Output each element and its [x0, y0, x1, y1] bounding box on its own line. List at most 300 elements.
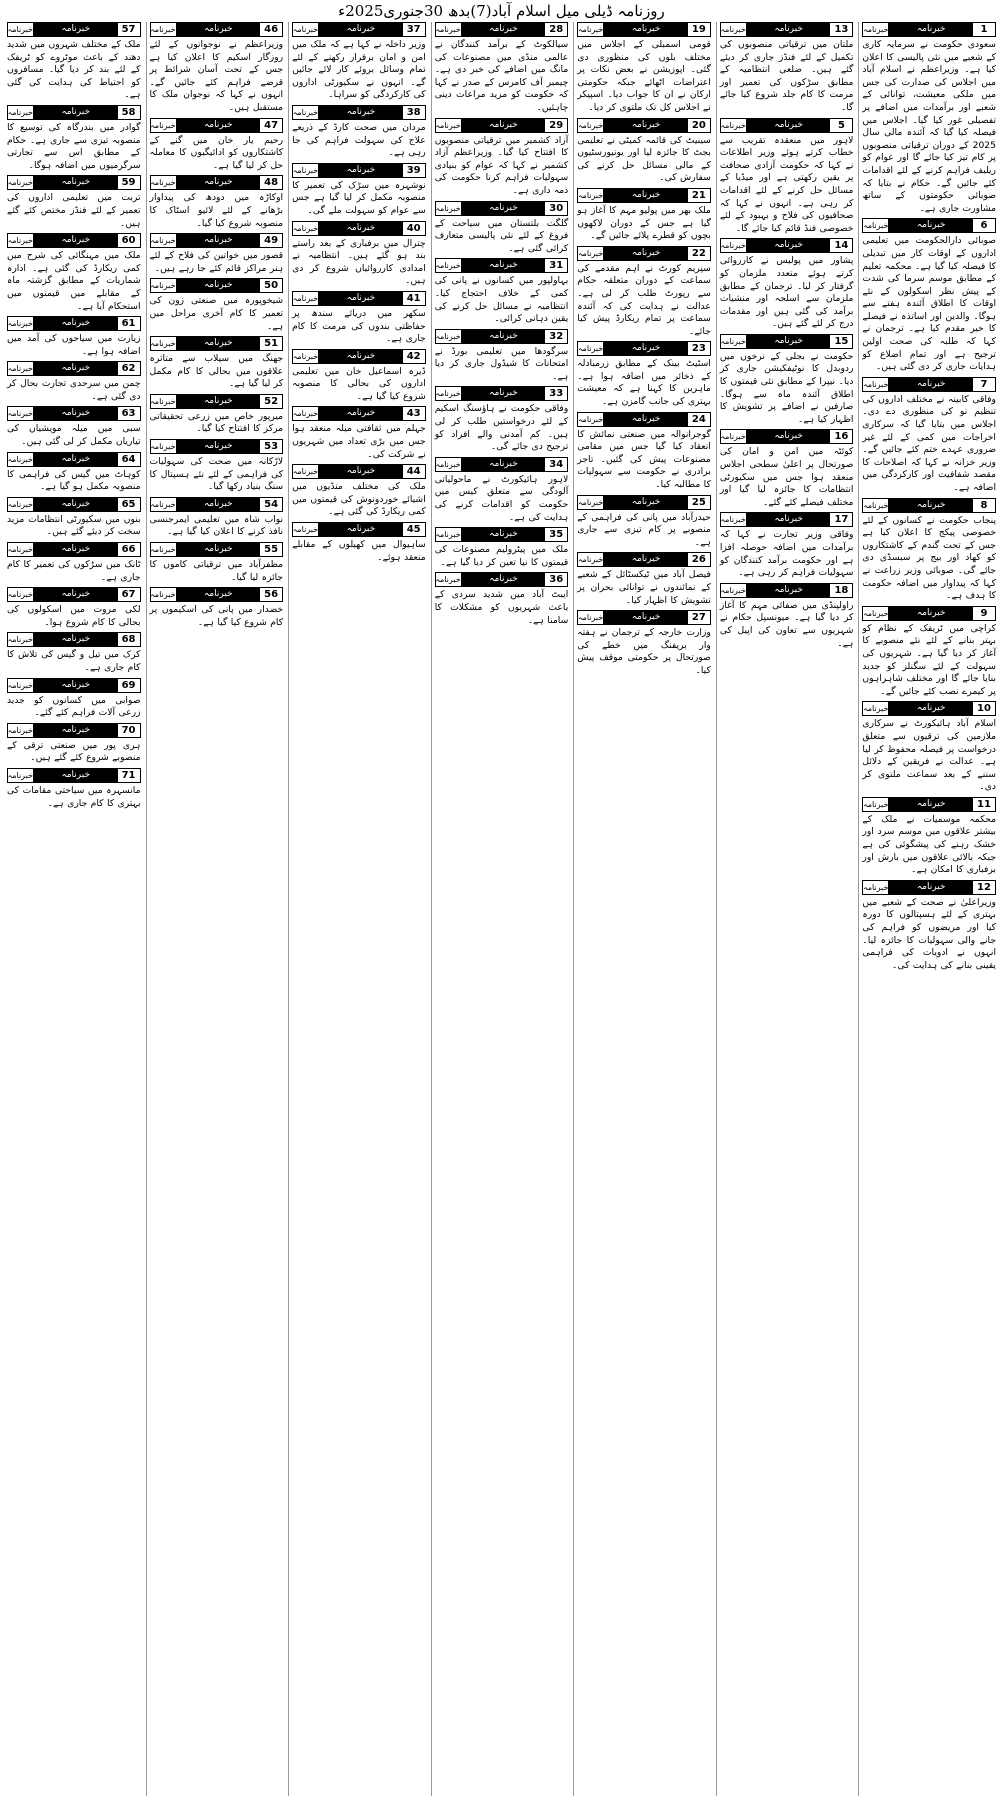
- news-item: [150, 118, 284, 173]
- news-item-header: [720, 512, 854, 527]
- news-item-number: 6: [973, 219, 995, 232]
- news-item-tag: خبرنامہ: [720, 25, 746, 34]
- news-item-tag: خبرنامہ: [720, 120, 746, 130]
- news-item: [7, 452, 141, 494]
- news-item-header: [7, 768, 141, 783]
- news-item-tag: خبرنامہ: [720, 515, 746, 525]
- news-item: [150, 22, 284, 115]
- news-column: [431, 22, 572, 1796]
- news-item-number: 42: [403, 350, 425, 363]
- news-item-label: خبرنامہ: [177, 119, 261, 132]
- news-item-body: چترال میں برفباری کے بعد راستے بند ہو گئے ہیں۔ انتظامیہ نے امدادی کارروائیاں شروع کر دی ہیں۔: [292, 237, 426, 287]
- news-item-body: ہری پور میں صنعتی ترقی کے منصوبے شروع کئے گئے ہیں۔: [6, 739, 141, 764]
- news-item-header: [292, 406, 426, 421]
- news-item-header: [435, 201, 569, 216]
- news-item-body: مظفرآباد میں ترقیاتی کاموں کا جائزہ لیا گیا۔: [149, 559, 284, 583]
- news-item-label: خبرنامہ: [604, 413, 688, 426]
- news-item-body: ملک کے مختلف شہروں میں شدید دھند کے باعث موٹروے کو ٹریفک کے لئے بند کر دیا گیا۔ مسافروں کو احتیاط کی ہدایت کی گئی ہے۔: [6, 39, 141, 101]
- news-item-header: [720, 583, 854, 598]
- news-item-label: خبرنامہ: [319, 106, 403, 119]
- news-item-label: خبرنامہ: [177, 498, 261, 511]
- news-item-header: [7, 452, 141, 467]
- news-item-body: جہلم میں ثقافتی میلہ منعقد ہوا جس میں بڑی تعداد میں شہریوں نے شرکت کی۔: [292, 423, 426, 460]
- news-item-number: 64: [118, 453, 140, 466]
- news-item-body: لاہور میں منعقدہ تقریب سے خطاب کرتے ہوئے وزیر اطلاعات نے کہا کہ حکومت آزادی صحافت پر یقین رکھتی ہے اور میڈیا کے مسائل حل کرنے کے لئے اقدامات کر رہی ہے۔ انہوں نے کہا کہ صحافیوں کی فلاح و بہبود کے لئے خصوصی فنڈ قائم کیا جائے گا۔: [719, 134, 854, 234]
- news-item-body: کراچی میں ٹریفک کے نظام کو بہتر بنانے کے لئے نئے منصوبے کا آغاز کر دیا گیا ہے۔ شہریوں کی سہولت کے لئے سگنلز کو جدید بنایا جائے گا اور مختلف شاہراہوں پر کیمرے نصب کئے جائیں گے۔: [862, 622, 996, 697]
- news-item-body: چمن میں سرحدی تجارت بحال کر دی گئی ہے۔: [6, 378, 141, 402]
- news-item-header: [7, 233, 141, 248]
- news-item-label: خبرنامہ: [34, 362, 118, 375]
- news-item: [720, 334, 854, 427]
- news-item-header: [577, 610, 711, 625]
- news-item: [435, 329, 569, 384]
- news-item-number: 39: [403, 164, 425, 177]
- news-item-number: 57: [118, 23, 140, 36]
- masthead: روزنامہ ڈیلی میل اسلام آباد(7)بدھ 30جنوری2025ء: [338, 2, 665, 20]
- news-item-header: [435, 386, 569, 401]
- news-item-body: سعودی حکومت نے سرمایہ کاری کے شعبے میں نئی پالیسی کا اعلان کیا ہے۔ وزیراعظم نے اسلام آباد میں اجلاس کی صدارت کی جس میں ملکی معیشت، توانائی کے شعبے اور برآمدات میں اضافے پر تفصیلی غور کیا گیا۔ اجلاس میں فیصلہ کیا گیا کہ آئندہ مالی سال 2025 کے دوران ترقیاتی منصوبوں پر کام تیز کیا جائے گا اور عوام کو ریلیف فراہم کرنے کے لئے اقدامات کئے جائیں گے۔ حکام نے بتایا کہ صوبائی حکومتوں کے ساتھ مشاورت جاری ہے۔: [862, 39, 996, 214]
- news-item: [7, 175, 141, 230]
- news-item: [720, 118, 854, 236]
- news-item: [292, 163, 426, 218]
- news-item-tag: خبرنامہ: [577, 344, 604, 354]
- news-item-label: خبرنامہ: [462, 573, 546, 586]
- news-item-label: خبرنامہ: [604, 496, 688, 509]
- news-item-header: [862, 498, 996, 513]
- news-item-header: [7, 723, 141, 738]
- news-item-body: ملک میں مہنگائی کی شرح میں کمی ریکارڈ کی گئی ہے۔ ادارہ شماریات کے مطابق گزشتہ ماہ کے مقابلے میں قیمتوں میں استحکام آیا ہے۔: [6, 250, 141, 312]
- news-item-body: سینیٹ کی قائمہ کمیٹی نے تعلیمی بجٹ کا جائزہ لیا اور یونیورسٹیوں کے مالی مسائل حل کرنے کی سفارش کی۔: [577, 134, 711, 184]
- news-item-tag: خبرنامہ: [863, 379, 889, 389]
- news-item-number: 12: [973, 881, 995, 894]
- news-item-label: خبرنامہ: [604, 342, 688, 355]
- news-item-number: 37: [403, 23, 425, 36]
- news-item-tag: خبرنامہ: [292, 467, 319, 477]
- news-item: [862, 880, 996, 973]
- news-column: [573, 22, 714, 1796]
- news-item-label: خبرنامہ: [889, 702, 973, 715]
- news-item-tag: خبرنامہ: [577, 555, 604, 565]
- news-item-body: قصور میں خواتین کی فلاح کے لئے ہنر مراکز قائم کئے جا رہے ہیں۔: [149, 250, 284, 274]
- news-item-number: 24: [688, 413, 710, 426]
- news-item-body: ساہیوال میں کھیلوں کے مقابلے منعقد ہوئے۔: [292, 539, 426, 563]
- news-item-number: 19: [688, 23, 710, 36]
- news-item-header: [862, 701, 996, 716]
- news-item-header: [150, 22, 284, 37]
- news-item: [292, 105, 426, 160]
- news-item-label: خبرنامہ: [462, 330, 546, 343]
- news-item: [292, 464, 426, 519]
- news-item-body: ملک میں پیٹرولیم مصنوعات کی قیمتوں کا نیا تعین کر دیا گیا ہے۔: [434, 544, 569, 568]
- news-item-label: خبرنامہ: [604, 23, 688, 36]
- news-item-header: [150, 497, 284, 512]
- news-item-header: [150, 118, 284, 133]
- news-item-label: خبرنامہ: [34, 724, 118, 737]
- news-item-number: 71: [118, 769, 140, 782]
- news-item-label: خبرنامہ: [319, 292, 403, 305]
- news-item-number: 28: [545, 23, 567, 36]
- news-item-number: 69: [118, 679, 140, 692]
- news-item-label: خبرنامہ: [177, 337, 261, 350]
- news-item-body: راولپنڈی میں صفائی مہم کا آغاز کر دیا گیا ہے۔ میونسپل حکام نے شہریوں سے تعاون کی اپیل کی ہے۔: [719, 599, 854, 649]
- news-item-header: [150, 394, 284, 409]
- news-item-label: خبرنامہ: [747, 23, 831, 36]
- news-item-header: [7, 22, 141, 37]
- news-item: [292, 406, 426, 461]
- news-item: [577, 188, 711, 243]
- news-item-number: 62: [118, 362, 140, 375]
- news-item-body: وزیراعلیٰ نے صحت کے شعبے میں بہتری کے لئے ہسپتالوں کا دورہ کیا اور مریضوں کو فراہم کی جانے والی سہولیات کا جائزہ لیا۔ انہوں نے ادویات کی فراہمی یقینی بنانے کی ہدایت کی۔: [862, 896, 996, 971]
- news-item-tag: خبرنامہ: [577, 190, 604, 200]
- news-item-number: 27: [688, 611, 710, 624]
- news-item-tag: خبرنامہ: [7, 590, 33, 600]
- news-item-header: [7, 678, 141, 693]
- news-item-header: [150, 439, 284, 454]
- news-item: [7, 632, 141, 674]
- news-item-tag: خبرنامہ: [863, 221, 889, 231]
- news-item-body: کوئٹہ میں امن و امان کی صورتحال پر اعلیٰ سطحی اجلاس منعقد ہوا جس میں سکیورٹی انتظامات کا جائزہ لیا گیا اور مختلف فیصلے کئے گئے۔: [719, 446, 854, 508]
- news-item-header: [577, 495, 711, 510]
- news-item-number: 50: [260, 279, 282, 292]
- news-item-label: خبرنامہ: [34, 234, 118, 247]
- news-column: [4, 22, 144, 1796]
- news-item-number: 38: [403, 106, 425, 119]
- news-item-header: [292, 464, 426, 479]
- news-item-number: 47: [260, 119, 282, 132]
- news-item-label: خبرنامہ: [177, 234, 261, 247]
- news-item-body: سرگودھا میں تعلیمی بورڈ نے امتحانات کا شیڈول جاری کر دیا ہے۔: [434, 345, 569, 382]
- news-item-body: فیصل آباد میں ٹیکسٹائل کے شعبے کے نمائندوں نے توانائی بحران پر تشویش کا اظہار کیا۔: [577, 569, 711, 606]
- news-item-tag: خبرنامہ: [7, 635, 33, 645]
- news-item-body: رحیم یار خان میں گنے کے کاشتکاروں کو ادائیگیوں کا معاملہ حل کر لیا گیا ہے۔: [149, 134, 284, 171]
- news-item: [720, 583, 854, 650]
- news-item-header: [150, 587, 284, 602]
- news-item-label: خبرنامہ: [319, 222, 403, 235]
- news-item: [292, 291, 426, 346]
- news-item-header: [577, 188, 711, 203]
- news-item-label: خبرنامہ: [177, 176, 261, 189]
- news-item-label: خبرنامہ: [462, 202, 546, 215]
- news-item-body: سکھر میں دریائے سندھ پر حفاظتی بندوں کی مرمت کا کام جاری ہے۔: [292, 307, 426, 345]
- news-item-tag: خبرنامہ: [7, 545, 33, 555]
- news-item: [577, 22, 711, 115]
- news-column: [146, 22, 287, 1796]
- news-item-number: 61: [118, 317, 140, 330]
- news-item: [150, 336, 284, 391]
- news-item: [150, 233, 284, 275]
- news-item-tag: خبرنامہ: [435, 331, 461, 341]
- news-item-tag: خبرنامہ: [150, 281, 176, 291]
- news-item-header: [435, 527, 569, 542]
- news-item-body: وزیراعظم نے نوجوانوں کے لئے روزگار اسکیم کا اعلان کیا ہے جس کے تحت آسان شرائط پر قرضے فراہم کئے جائیں گے۔ انہوں نے کہا کہ نوجوان ملک کا مستقبل ہیں۔: [149, 39, 284, 113]
- news-item-tag: خبرنامہ: [292, 351, 319, 361]
- news-item-header: [862, 606, 996, 621]
- news-item-label: خبرنامہ: [889, 881, 973, 894]
- news-item-body: لکی مروت میں اسکولوں کی بحالی کا کام شروع ہوا۔: [6, 604, 141, 628]
- news-item: [7, 316, 141, 358]
- news-item-label: خبرنامہ: [747, 584, 831, 597]
- news-item-body: آزاد کشمیر میں ترقیاتی منصوبوں کا افتتاح کیا گیا۔ وزیراعظم آزاد کشمیر نے کہا کہ عوام کو بنیادی سہولیات فراہم کرنا حکومت کی ذمہ داری ہے۔: [434, 134, 569, 196]
- news-item-number: 44: [403, 465, 425, 478]
- news-item-number: 22: [688, 247, 710, 260]
- news-item-header: [292, 291, 426, 306]
- news-item-number: 49: [260, 234, 282, 247]
- news-item-header: [862, 797, 996, 812]
- news-item-label: خبرنامہ: [604, 553, 688, 566]
- news-item-number: 51: [260, 337, 282, 350]
- news-item-label: خبرنامہ: [177, 23, 261, 36]
- news-item-number: 1: [973, 23, 995, 36]
- news-item-number: 67: [118, 588, 140, 601]
- news-item-number: 68: [118, 633, 140, 646]
- news-item-tag: خبرنامہ: [7, 499, 33, 509]
- news-item-label: خبرنامہ: [177, 279, 261, 292]
- news-item-label: خبرنامہ: [34, 633, 118, 646]
- news-item: [720, 512, 854, 579]
- news-item-header: [292, 22, 426, 37]
- news-item: [577, 246, 711, 339]
- news-item-header: [292, 349, 426, 364]
- news-item-body: ڈیرہ اسماعیل خان میں تعلیمی اداروں کی بحالی کا منصوبہ شروع کیا گیا ہے۔: [292, 365, 426, 402]
- news-item-tag: خبرنامہ: [863, 882, 889, 892]
- news-item-header: [150, 278, 284, 293]
- news-item-tag: خبرنامہ: [863, 608, 889, 618]
- news-item-number: 56: [260, 588, 282, 601]
- news-item-body: ملتان میں ترقیاتی منصوبوں کی تکمیل کے لئے فنڈز جاری کر دیئے گئے ہیں۔ ضلعی انتظامیہ کے مطابق سڑکوں کی تعمیر اور مرمت کا کام جلد شروع کیا جائے گا۔: [719, 39, 854, 113]
- news-item: [7, 105, 141, 172]
- news-item-body: محکمہ موسمیات نے ملک کے بیشتر علاقوں میں موسم سرد اور خشک رہنے کی پیشگوئی کی ہے جبکہ بالائی علاقوں میں بارش اور برفباری کا امکان ہے۔: [862, 813, 996, 876]
- news-item: [435, 527, 569, 569]
- news-item: [577, 552, 711, 607]
- news-item-tag: خبرنامہ: [577, 120, 604, 130]
- news-item-body: گوجرانوالہ میں صنعتی نمائش کا انعقاد کیا گیا جس میں مقامی مصنوعات پیش کی گئیں۔ تاجر برادری نے حکومت سے سہولیات کا مطالبہ کیا۔: [577, 428, 711, 491]
- news-item-body: بنوں میں سکیورٹی انتظامات مزید سخت کر دیئے گئے ہیں۔: [6, 513, 141, 538]
- news-item-header: [7, 542, 141, 557]
- news-item-header: [577, 341, 711, 356]
- news-item-header: [577, 552, 711, 567]
- news-item-number: 8: [973, 499, 995, 512]
- news-item: [862, 797, 996, 877]
- news-item-header: [577, 246, 711, 261]
- newspaper-sheet: [4, 22, 999, 1796]
- news-item-tag: خبرنامہ: [435, 203, 461, 213]
- news-item-tag: خبرنامہ: [7, 770, 33, 780]
- news-item-tag: خبرنامہ: [577, 414, 604, 424]
- news-item: [7, 678, 141, 720]
- news-item-tag: خبرنامہ: [150, 442, 176, 452]
- news-item-number: 14: [830, 239, 852, 252]
- news-item-header: [7, 175, 141, 190]
- news-item-number: 25: [688, 496, 710, 509]
- news-item-number: 32: [545, 330, 567, 343]
- news-item-number: 23: [688, 342, 710, 355]
- news-column: [288, 22, 429, 1796]
- news-item-label: خبرنامہ: [34, 317, 118, 330]
- news-item-label: خبرنامہ: [747, 430, 831, 443]
- news-item-tag: خبرنامہ: [150, 25, 176, 34]
- news-item-label: خبرنامہ: [177, 588, 261, 601]
- news-item-label: خبرنامہ: [177, 440, 261, 453]
- news-item-label: خبرنامہ: [462, 528, 546, 541]
- news-item-header: [7, 587, 141, 602]
- news-item-number: 65: [118, 498, 140, 511]
- news-item-label: خبرنامہ: [462, 458, 546, 471]
- news-item-label: خبرنامہ: [747, 119, 831, 132]
- news-item-body: اسلام آباد ہائیکورٹ نے سرکاری ملازمین کی ترقیوں سے متعلق درخواست پر فیصلہ محفوظ کر لیا ہے۔ عدالت نے فریقین کے دلائل سننے کے بعد سماعت ملتوی کر دی۔: [862, 718, 996, 793]
- news-item-number: 43: [403, 407, 425, 420]
- news-item: [7, 361, 141, 403]
- news-item-label: خبرنامہ: [604, 189, 688, 202]
- news-item-tag: خبرنامہ: [435, 575, 461, 585]
- news-item: [862, 701, 996, 794]
- news-item-header: [7, 406, 141, 421]
- news-item-number: 16: [830, 430, 852, 443]
- news-item-label: خبرنامہ: [889, 798, 973, 811]
- news-item-body: کرک میں تیل و گیس کی تلاش کا کام جاری ہے۔: [6, 649, 141, 673]
- news-item-number: 60: [118, 234, 140, 247]
- news-item: [435, 386, 569, 453]
- news-item-header: [7, 316, 141, 331]
- news-item-number: 46: [260, 23, 282, 36]
- news-item-label: خبرنامہ: [34, 176, 118, 189]
- news-item-tag: خبرنامہ: [863, 25, 889, 34]
- news-item-tag: خبرنامہ: [150, 499, 176, 509]
- news-item-label: خبرنامہ: [462, 23, 546, 36]
- news-item-header: [720, 118, 854, 133]
- news-item-tag: خبرنامہ: [7, 454, 33, 464]
- news-item: [7, 497, 141, 539]
- news-item-tag: خبرنامہ: [863, 500, 889, 510]
- news-item-tag: خبرنامہ: [577, 613, 604, 623]
- news-item: [862, 218, 996, 374]
- news-item-label: خبرنامہ: [34, 106, 118, 119]
- news-item-body: زیارت میں سیاحوں کی آمد میں اضافہ ہوا ہے۔: [6, 333, 141, 357]
- news-item-label: خبرنامہ: [604, 119, 688, 132]
- news-item: [862, 22, 996, 215]
- news-item-label: خبرنامہ: [889, 499, 973, 512]
- news-item: [577, 412, 711, 492]
- news-item: [292, 221, 426, 288]
- news-item-tag: خبرنامہ: [292, 165, 319, 175]
- news-item-header: [577, 22, 711, 37]
- news-item-label: خبرنامہ: [319, 164, 403, 177]
- news-item-tag: خبرنامہ: [435, 25, 461, 34]
- news-item: [150, 175, 284, 230]
- news-item-label: خبرنامہ: [319, 350, 403, 363]
- news-item-number: 20: [688, 119, 710, 132]
- news-item-label: خبرنامہ: [34, 679, 118, 692]
- news-item-number: 5: [830, 119, 852, 132]
- news-item-number: 30: [545, 202, 567, 215]
- news-item-body: گوادر میں بندرگاہ کی توسیع کا منصوبہ تیزی سے جاری ہے۔ حکام کے مطابق اس سے تجارتی سرگرمیوں میں اضافہ ہوگا۔: [6, 121, 141, 171]
- news-item-number: 45: [403, 523, 425, 536]
- news-item-tag: خبرنامہ: [435, 530, 461, 540]
- news-item-tag: خبرنامہ: [7, 107, 33, 117]
- news-item-tag: خبرنامہ: [292, 107, 319, 117]
- news-item: [7, 542, 141, 584]
- news-item-label: خبرنامہ: [34, 543, 118, 556]
- news-item-header: [862, 218, 996, 233]
- news-item-tag: خبرنامہ: [7, 319, 33, 329]
- news-item: [7, 22, 141, 102]
- news-item-header: [150, 542, 284, 557]
- news-item: [435, 22, 569, 115]
- news-item-header: [862, 22, 996, 37]
- news-item-header: [150, 233, 284, 248]
- news-item-body: لاہور ہائیکورٹ نے ماحولیاتی آلودگی سے متعلق کیس میں حکومت کو اقدامات کرنے کی ہدایت کی ہے۔: [434, 473, 569, 523]
- news-item-tag: خبرنامہ: [150, 120, 176, 130]
- news-item-number: 33: [545, 387, 567, 400]
- news-item-number: 41: [403, 292, 425, 305]
- news-item-label: خبرنامہ: [889, 607, 973, 620]
- news-item-number: 35: [545, 528, 567, 541]
- news-item-tag: خبرنامہ: [292, 409, 319, 419]
- news-item-number: 17: [830, 513, 852, 526]
- news-item-label: خبرنامہ: [889, 219, 973, 232]
- news-item-header: [577, 412, 711, 427]
- news-item-tag: خبرنامہ: [435, 120, 461, 130]
- news-item-label: خبرنامہ: [604, 247, 688, 260]
- news-item-label: خبرنامہ: [34, 407, 118, 420]
- news-item-body: ملک بھر میں پولیو مہم کا آغاز ہو گیا ہے جس کے دوران لاکھوں بچوں کو قطرے پلائے جائیں گے۔: [577, 204, 711, 242]
- news-item-body: اسٹیٹ بینک کے مطابق زرمبادلہ کے ذخائر میں اضافہ ہوا ہے۔ ماہرین کا کہنا ہے کہ معیشت بہتری کی جانب گامزن ہے۔: [577, 358, 711, 408]
- news-item-body: حیدرآباد میں پانی کی فراہمی کے منصوبے پر کام تیزی سے جاری ہے۔: [577, 511, 711, 548]
- news-item-number: 63: [118, 407, 140, 420]
- news-item-body: بہاولپور میں کسانوں نے پانی کی کمی کے خلاف احتجاج کیا۔ انتظامیہ نے مسائل حل کرنے کی یقین دہانی کرائی۔: [434, 275, 569, 325]
- news-item-number: 59: [118, 176, 140, 189]
- news-item-header: [862, 880, 996, 895]
- news-item-body: جھنگ میں سیلاب سے متاثرہ علاقوں میں بحالی کا کام مکمل کر لیا گیا ہے۔: [149, 353, 284, 390]
- news-item-body: سبی میں میلہ مویشیاں کی تیاریاں مکمل کر لی گئی ہیں۔: [6, 423, 141, 448]
- news-item-number: 7: [973, 378, 995, 391]
- news-item-header: [720, 429, 854, 444]
- news-item: [150, 439, 284, 494]
- news-item-body: کوہاٹ میں گیس کی فراہمی کا منصوبہ مکمل ہو گیا ہے۔: [6, 468, 141, 493]
- news-item-body: پشاور میں پولیس نے کارروائی کرتے ہوئے متعدد ملزمان کو گرفتار کر لیا۔ ترجمان کے مطابق ملزمان سے اسلحہ اور منشیات برآمد کی گئی ہیں اور مقدمات درج کر لئے گئے ہیں۔: [719, 255, 854, 330]
- news-column: [858, 22, 999, 1796]
- news-item-number: 54: [260, 498, 282, 511]
- news-item-number: 70: [118, 724, 140, 737]
- news-item-label: خبرنامہ: [462, 387, 546, 400]
- news-item-header: [7, 361, 141, 376]
- news-item-header: [435, 572, 569, 587]
- news-item-tag: خبرنامہ: [7, 680, 33, 690]
- news-item-tag: خبرنامہ: [577, 497, 604, 507]
- news-item-body: لاڑکانہ میں صحت کی سہولیات کی فراہمی کے لئے نئے ہسپتال کا سنگ بنیاد رکھا گیا۔: [149, 456, 284, 493]
- news-item-number: 10: [973, 702, 995, 715]
- news-item-number: 58: [118, 106, 140, 119]
- news-item-tag: خبرنامہ: [720, 336, 746, 346]
- news-item-label: خبرنامہ: [34, 769, 118, 782]
- news-item-body: خضدار میں پانی کی اسکیموں پر کام شروع کیا گیا ہے۔: [149, 604, 284, 628]
- news-item-header: [7, 632, 141, 647]
- news-item: [577, 341, 711, 408]
- news-item-tag: خبرنامہ: [435, 459, 461, 469]
- news-item-body: سیالکوٹ کے برآمد کنندگان نے عالمی منڈی میں مصنوعات کی مانگ میں اضافے کی خبر دی ہے۔ چیمبر آف کامرس کے صدر نے کہا کہ حکومت کو مزید مراعات دینی چاہئیں۔: [434, 39, 569, 113]
- news-item-body: مردان میں صحت کارڈ کے ذریعے علاج کی سہولت فراہم کی جا رہی ہے۔: [292, 121, 426, 159]
- news-item: [435, 572, 569, 627]
- news-item-body: وزارت خارجہ کے ترجمان نے ہفتہ وار بریفنگ میں خطے کی صورتحال پر حکومتی موقف پیش کیا۔: [577, 627, 711, 676]
- news-item-header: [292, 105, 426, 120]
- news-item-header: [720, 334, 854, 349]
- news-item-tag: خبرنامہ: [7, 725, 33, 735]
- news-item-tag: خبرنامہ: [150, 590, 176, 600]
- news-item: [7, 723, 141, 765]
- news-item: [435, 258, 569, 325]
- news-item: [862, 377, 996, 495]
- news-item-tag: خبرنامہ: [435, 261, 461, 271]
- news-item-label: خبرنامہ: [889, 23, 973, 36]
